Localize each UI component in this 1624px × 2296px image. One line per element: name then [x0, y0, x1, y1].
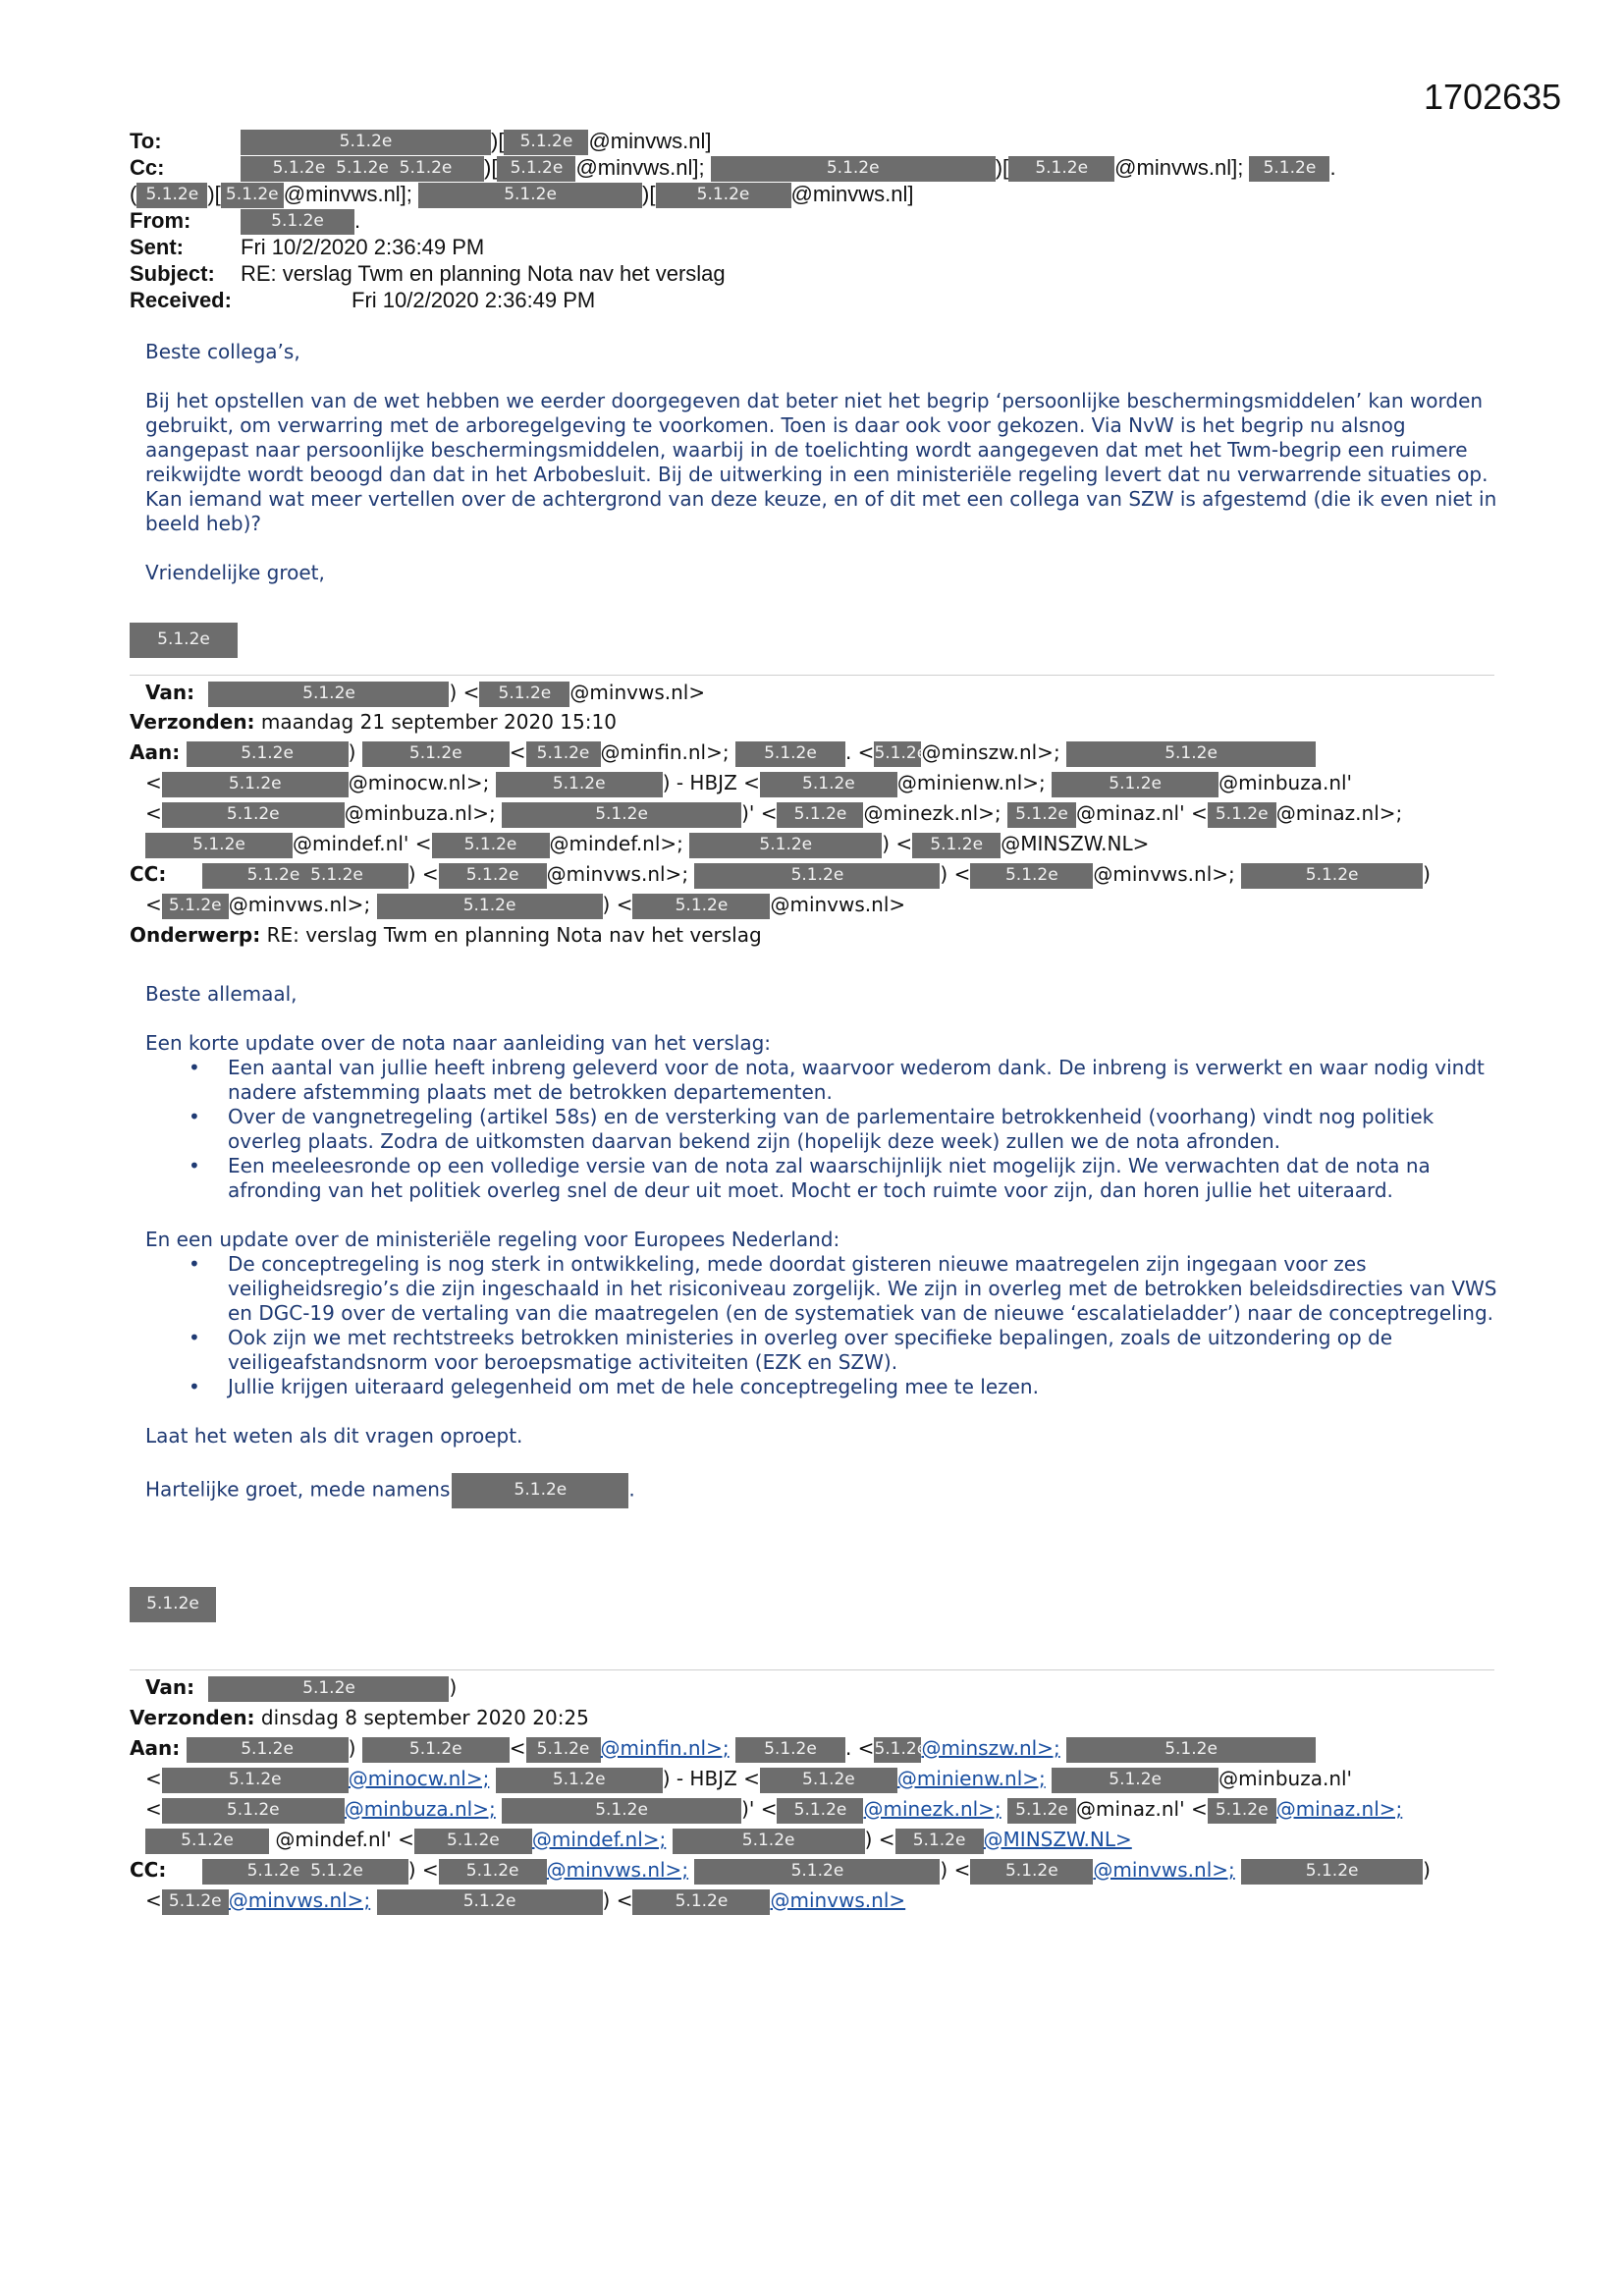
greeting: Beste allemaal,	[145, 982, 298, 1006]
redaction: 5.1.2e	[526, 741, 601, 767]
redaction: 5.1.2e	[504, 130, 588, 155]
redaction: 5.1.2e	[241, 130, 491, 155]
redaction: 5.1.2e	[735, 741, 845, 767]
sent-label: Sent:	[130, 235, 184, 259]
redaction: 5.1.2e	[1241, 863, 1423, 889]
email-link[interactable]: @minezk.nl>;	[863, 1797, 1001, 1821]
forward-verzonden: Verzonden: maandag 21 september 2020 15:10	[130, 710, 617, 734]
forward-cc-line2: < 5.1.2e @minvws.nl>; 5.1.2e ) < 5.1.2e @minvws.nl>	[145, 890, 905, 920]
closing: Vriendelijke groet,	[145, 561, 325, 584]
redaction: 5.1.2e	[162, 772, 349, 797]
forward-aan-line4: 5.1.2e @mindef.nl' < 5.1.2e @mindef.nl>; 5.1.2e ) < 5.1.2e @MINSZW.NL>	[145, 1825, 1132, 1855]
redaction: 5.1.2e	[496, 772, 663, 797]
email-link[interactable]: @mindef.nl>;	[531, 1828, 667, 1851]
closing: Hartelijke groet, mede namens 5.1.2e .	[145, 1473, 1500, 1508]
cc-domain: @minvws.nl];	[283, 182, 412, 206]
list-item: • Een aantal van jullie heeft inbreng geleverd voor de nota, waarvoor wederom dank. De inbreng is verwerkt en waar nodig vindt nadere afstemming plaats met de betrokken departementen.	[228, 1056, 1500, 1105]
cc-domain: @minvws.nl];	[575, 155, 705, 180]
redaction: 5.1.2e	[526, 1737, 601, 1763]
signature-redaction: 5.1.2e	[130, 1587, 216, 1622]
email-link[interactable]: @minvws.nl>;	[546, 1858, 689, 1882]
list-item: • De conceptregeling is nog sterk in ontwikkeling, mede doordat gisteren nieuwe maatregelen zijn ingegaan voor zes veiligheidsregio’s die zijn ingeschaald in het risiconiveau zorgelijk. We zijn in overleg met de betrokken beleidsdirecties van VWS en DGC-19 over de vertaling van die maatregelen (en de systematiek van de nieuwe ‘escalatieladder’) naar de conceptregeling.	[228, 1252, 1500, 1326]
forward-aan-line2: < 5.1.2e @minocw.nl>; 5.1.2e ) - HBJZ < 5.1.2e @minienw.nl>; 5.1.2e @minbuza.nl'	[145, 1764, 1352, 1794]
redaction: 5.1.2e	[1208, 1798, 1276, 1824]
signature-redaction: 5.1.2e	[130, 623, 238, 658]
redaction: 5.1.2e	[377, 894, 603, 919]
email-link[interactable]: @minszw.nl>;	[921, 1736, 1060, 1760]
redaction: 5.1.2e	[777, 802, 863, 828]
redaction: 5.1.2e	[760, 1768, 897, 1793]
redaction: 5.1.2e	[414, 1829, 532, 1854]
redaction: 5.1.2e 5.1.2e 5.1.2e	[241, 156, 484, 182]
forward-verzonden: Verzonden: dinsdag 8 september 2020 20:25	[130, 1706, 589, 1729]
email-link[interactable]: @minvws.nl>;	[228, 1888, 371, 1912]
redaction: 5.1.2e 5.1.2e	[202, 1859, 408, 1885]
forward-onderwerp: Onderwerp: RE: verslag Twm en planning Nota nav het verslag	[130, 923, 762, 947]
forward-aan-line3: < 5.1.2e @minbuza.nl>; 5.1.2e )' < 5.1.2e @minezk.nl>; 5.1.2e @minaz.nl' < 5.1.2e @minaz.nl>;	[145, 798, 1402, 829]
bullet-list	[145, 1056, 1500, 1203]
redaction: 5.1.2e	[895, 1829, 984, 1854]
redaction: 5.1.2e	[760, 772, 897, 797]
redaction: 5.1.2e	[632, 1889, 770, 1915]
subject-value: RE: verslag Twm en planning Nota nav het verslag	[241, 261, 726, 286]
redaction: 5.1.2e	[694, 863, 940, 889]
redaction: 5.1.2e	[1052, 1768, 1218, 1793]
redaction: 5.1.2e	[362, 741, 510, 767]
forward-aan: Aan: 5.1.2e ) 5.1.2e < 5.1.2e @minfin.nl>; 5.1.2e . <5.1.2e@minszw.nl>; 5.1.2e	[130, 738, 1316, 768]
redaction: 5.1.2e	[673, 1829, 865, 1854]
redaction: 5.1.2e	[145, 1829, 269, 1854]
redaction: 5.1.2e	[970, 1859, 1093, 1885]
redaction: 5.1.2e	[187, 741, 349, 767]
redaction: 5.1.2e	[689, 833, 882, 858]
redaction: 5.1.2e	[970, 863, 1093, 889]
redaction: 5.1.2e	[777, 1798, 863, 1824]
forward-cc: CC: 5.1.2e 5.1.2e ) < 5.1.2e @minvws.nl>; 5.1.2e ) < 5.1.2e @minvws.nl>; 5.1.2e )	[130, 859, 1431, 890]
cc-label: Cc:	[130, 155, 165, 180]
redaction: 5.1.2e	[241, 209, 354, 235]
divider	[130, 675, 1494, 676]
received-label: Received:	[130, 288, 232, 312]
redaction: 5.1.2e	[162, 1889, 229, 1915]
list-item: • Jullie krijgen uiteraard gelegenheid om met de hele conceptregeling mee te lezen.	[228, 1375, 1500, 1399]
redaction: 5.1.2e	[418, 183, 642, 208]
redaction: 5.1.2e	[1241, 1859, 1423, 1885]
redaction: 5.1.2e 5.1.2e	[202, 863, 408, 889]
redaction: 5.1.2e	[735, 1737, 845, 1763]
forward-aan: Aan: 5.1.2e ) 5.1.2e < 5.1.2e @minfin.nl>; 5.1.2e . <5.1.2e@minszw.nl>; 5.1.2e	[130, 1733, 1316, 1764]
intro: Een korte update over de nota naar aanleiding van het verslag:	[145, 1031, 772, 1055]
redaction: 5.1.2e	[145, 833, 293, 858]
redaction: 5.1.2e	[162, 802, 345, 828]
greeting: Beste collega’s,	[145, 340, 300, 363]
redaction: 5.1.2e	[1007, 802, 1076, 828]
divider	[130, 1669, 1494, 1670]
document-id: 1702635	[1424, 77, 1562, 117]
bullet-list	[145, 1252, 1500, 1399]
redaction: 5.1.2e	[502, 802, 741, 828]
redaction: 5.1.2e	[711, 156, 996, 182]
forward-cc: CC: 5.1.2e 5.1.2e ) < 5.1.2e @minvws.nl>; 5.1.2e ) < 5.1.2e @minvws.nl>; 5.1.2e )	[130, 1855, 1431, 1886]
redaction: 5.1.2e	[912, 833, 1001, 858]
redaction: 5.1.2e	[496, 1768, 663, 1793]
forward-cc-line2: < 5.1.2e @minvws.nl>; 5.1.2e ) < 5.1.2e @minvws.nl>	[145, 1886, 905, 1916]
redaction: 5.1.2e	[1052, 772, 1218, 797]
redaction: 5.1.2e	[1066, 1737, 1316, 1763]
redaction: 5.1.2e	[497, 156, 575, 182]
email-link[interactable]: @MINSZW.NL>	[983, 1828, 1132, 1851]
question: Laat het weten als dit vragen oproept.	[145, 1424, 523, 1448]
to-label: To:	[130, 129, 162, 153]
cc-domain: @minvws.nl]	[790, 182, 914, 206]
redaction: 5.1.2e	[656, 183, 791, 208]
list-item: • Een meeleesronde op een volledige versie van de nota zal waarschijnlijk niet mogelijk zijn. We verwachten dat de nota na afronding van het politiek overleg snel de deur uit moet. Mocht er toch ruimte voor zijn, dan horen jullie het uiteraard.	[228, 1154, 1500, 1203]
redaction: 5.1.2e	[502, 1798, 741, 1824]
redaction: 5.1.2e	[1066, 741, 1316, 767]
redaction: 5.1.2e	[452, 1473, 628, 1508]
sent-value: Fri 10/2/2020 2:36:49 PM	[241, 235, 485, 259]
email-link[interactable]: @minvws.nl>;	[1093, 1858, 1235, 1882]
email-link[interactable]: @minbuza.nl>;	[344, 1797, 496, 1821]
subject-label: Subject:	[130, 261, 215, 286]
redaction: 5.1.2e	[162, 1768, 349, 1793]
redaction: 5.1.2e	[1208, 802, 1276, 828]
redaction: 5.1.2e	[1008, 156, 1114, 182]
email-link[interactable]: @minienw.nl>;	[896, 1767, 1046, 1790]
redaction: 5.1.2e	[162, 1798, 345, 1824]
to-domain: @minvws.nl]	[588, 129, 712, 153]
redaction: 5.1.2e	[208, 682, 449, 707]
redaction: 5.1.2e	[136, 183, 207, 208]
redaction: 5.1.2e	[377, 1889, 603, 1915]
email-link[interactable]: @minaz.nl>;	[1275, 1797, 1403, 1821]
redaction: 5.1.2e	[439, 1859, 547, 1885]
message-body	[145, 982, 1500, 1508]
email-link[interactable]: @minocw.nl>;	[348, 1767, 490, 1790]
from-label: From:	[130, 208, 191, 233]
paragraph: Bij het opstellen van de wet hebben we eerder doorgegeven dat beter niet het begrip ‘persoonlijke beschermingsmiddelen’ kan worden gebruikt, om verwarring met de arboregelgeving te voorkomen. Toen is daar ook voor gekozen. Via NvW is het begrip nu alsnog aangepast naar persoonlijke beschermingsmiddelen, waarbij in de toelichting wordt aangegeven dat met het Twm-begrip een ruimere reikwijdte wordt beoogd dan dat in het Arbobesluit. Bij de uitwerking in een ministeriële regeling levert dat nu verwarrende situaties op. Kan iemand wat meer vertellen over de achtergrond van deze keuze, en of dit met een collega van SZW is afgestemd (die ik even niet in beeld heb)?	[145, 389, 1497, 535]
redaction: 5.1.2e	[479, 682, 569, 707]
redaction: 5.1.2e	[221, 183, 284, 208]
redaction: 5.1.2e	[1249, 156, 1329, 182]
redaction: 5.1.2e	[162, 894, 229, 919]
redaction: 5.1.2e	[1007, 1798, 1076, 1824]
forward-van: Van: 5.1.2e ) < 5.1.2e @minvws.nl>	[130, 678, 705, 708]
forward-aan-line3: < 5.1.2e @minbuza.nl>; 5.1.2e )' < 5.1.2e @minezk.nl>; 5.1.2e @minaz.nl' < 5.1.2e @minaz.nl>;	[145, 1794, 1402, 1825]
redaction: 5.1.2e	[874, 1737, 921, 1763]
list-item: • Over de vangnetregeling (artikel 58s) en de versterking van de parlementaire betrokkenheid (voorhang) vindt nog politiek overleg plaats. Zodra de uitkomsten daarvan bekend zijn (hopelijk deze week) zullen we de nota afronden.	[228, 1105, 1500, 1154]
received-value: Fri 10/2/2020 2:36:49 PM	[352, 288, 596, 312]
cc-domain: @minvws.nl];	[1114, 155, 1244, 180]
redaction: 5.1.2e	[362, 1737, 510, 1763]
forward-aan-line2: < 5.1.2e @minocw.nl>; 5.1.2e ) - HBJZ < 5.1.2e @minienw.nl>; 5.1.2e @minbuza.nl'	[145, 768, 1352, 798]
redaction: 5.1.2e	[208, 1676, 449, 1702]
intro: En een update over de ministeriële regeling voor Europees Nederland:	[145, 1228, 840, 1251]
forward-van: Van: 5.1.2e )	[130, 1672, 457, 1703]
email-link[interactable]: @minfin.nl>;	[600, 1736, 730, 1760]
redaction: 5.1.2e	[632, 894, 770, 919]
list-item: • Ook zijn we met rechtstreeks betrokken ministeries in overleg over specifieke bepalingen, zoals de uitzondering op de veiligeafstandsnorm voor beroepsmatige activiteiten (EZK en SZW).	[228, 1326, 1500, 1375]
redaction: 5.1.2e	[694, 1859, 940, 1885]
redaction: 5.1.2e	[187, 1737, 349, 1763]
forward-aan-line4: 5.1.2e @mindef.nl' < 5.1.2e @mindef.nl>; 5.1.2e ) < 5.1.2e @MINSZW.NL>	[145, 829, 1149, 859]
email-link[interactable]: @minvws.nl>	[770, 1888, 906, 1912]
redaction: 5.1.2e	[874, 741, 921, 767]
message-body	[145, 340, 1500, 593]
redaction: 5.1.2e	[439, 863, 547, 889]
redaction: 5.1.2e	[432, 833, 550, 858]
